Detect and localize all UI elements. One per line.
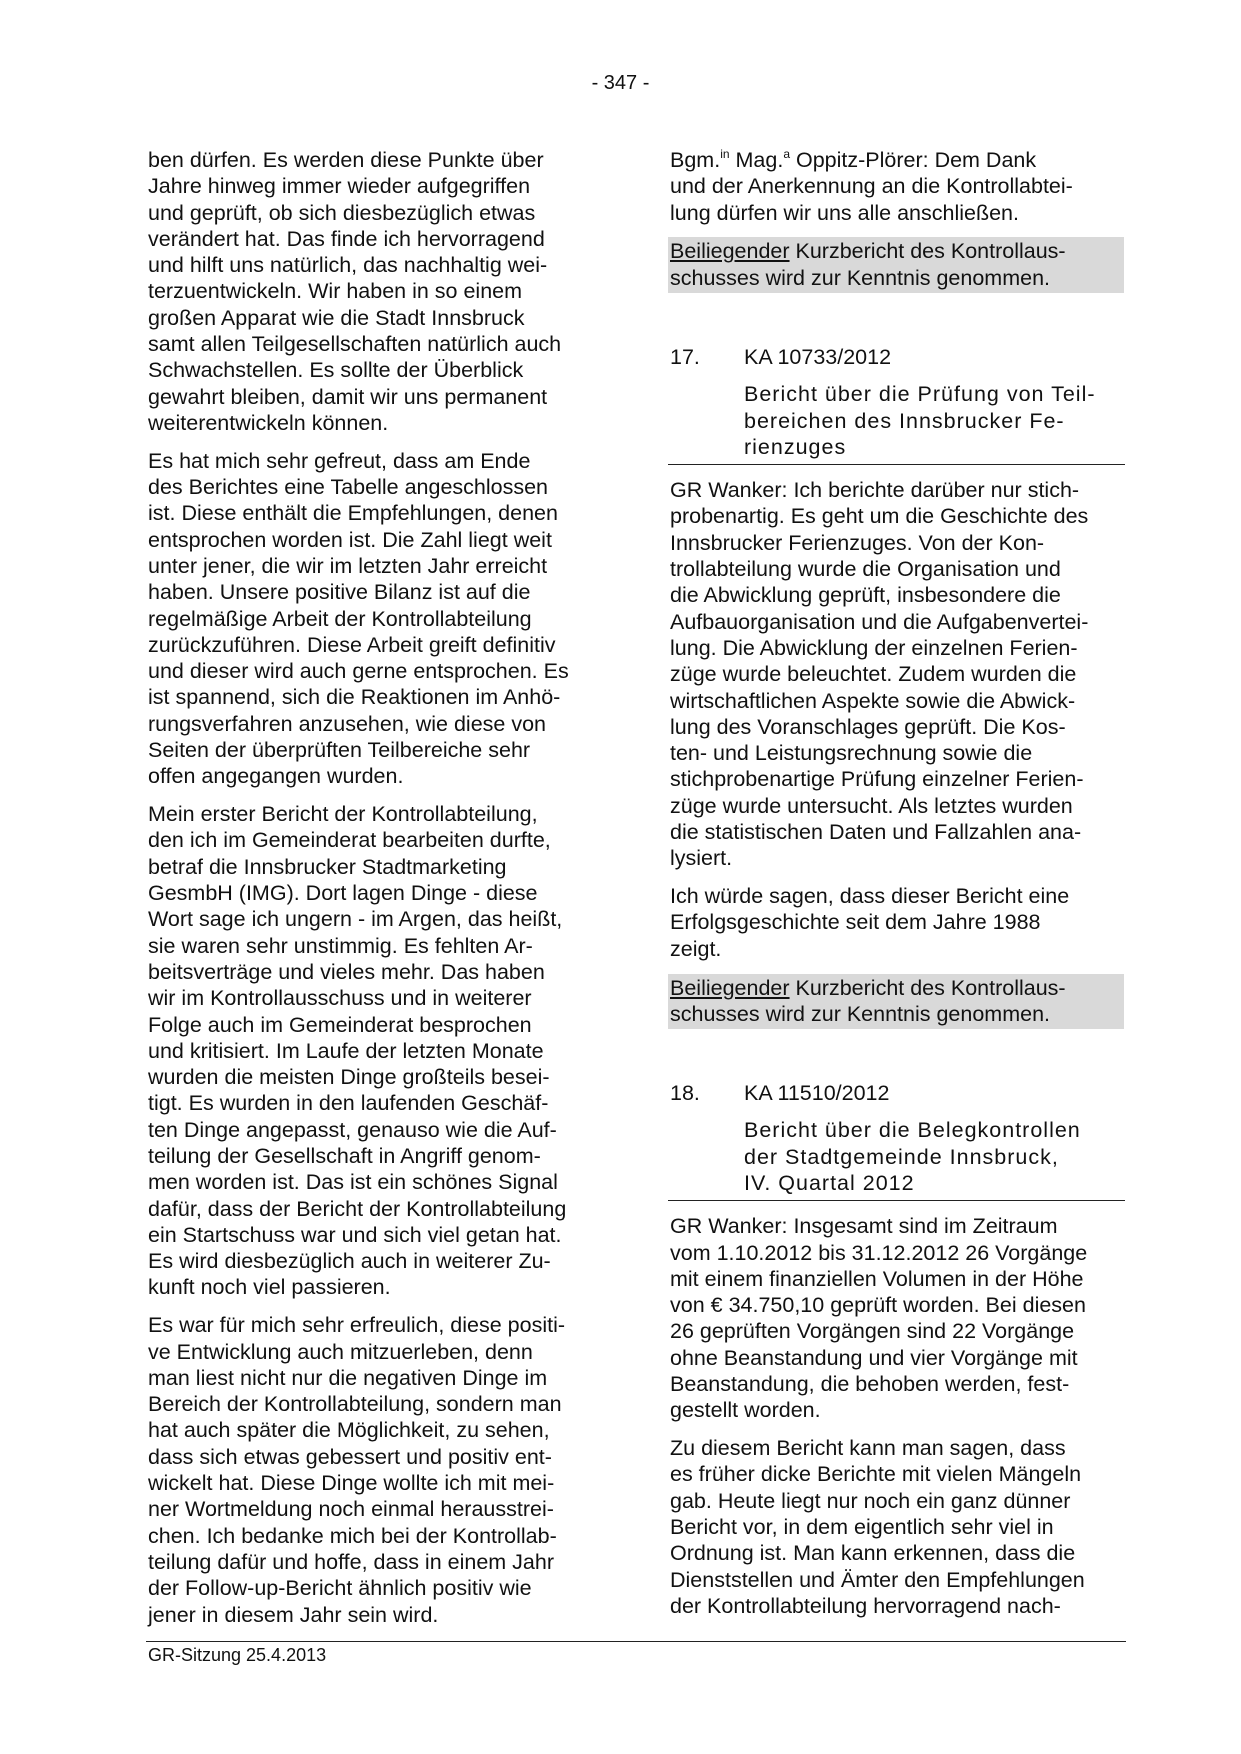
paragraph-line: Aufbauorganisation und die Aufgabenvertei- xyxy=(670,609,1089,634)
paragraph-line: Dienststellen und Ämter den Empfehlungen xyxy=(670,1567,1085,1592)
paragraph-line: men worden ist. Das ist ein schönes Signal xyxy=(148,1170,558,1195)
resolution-box xyxy=(668,974,1124,1030)
agenda-item-17 xyxy=(670,344,1125,962)
paragraph xyxy=(670,477,1125,871)
paragraph-line: Beanstandung, die behoben werden, fest- xyxy=(670,1372,1070,1397)
paragraph-line: und der Anerkennung an die Kontrollabtei- xyxy=(670,174,1073,199)
paragraph xyxy=(148,147,603,436)
paragraph-line xyxy=(670,238,1122,264)
resolution-text: Kurzbericht des Kontrollaus- xyxy=(789,239,1066,264)
paragraph-line: gestellt worden. xyxy=(670,1398,821,1423)
paragraph-line: Es war für mich sehr erfreulich, diese positi- xyxy=(148,1313,566,1338)
paragraph xyxy=(148,1312,603,1628)
paragraph-line: gab. Heute liegt nur noch ein ganz dünner xyxy=(670,1488,1071,1513)
paragraph-line: Jahre hinweg immer wieder aufgegriffen xyxy=(148,174,531,199)
paragraph-line: haben. Unsere positive Bilanz ist auf die xyxy=(148,580,531,605)
paragraph-line: gewahrt bleiben, damit wir uns permanent xyxy=(148,384,548,409)
paragraph-line: samt allen Teilgesellschaften natürlich auch xyxy=(148,332,562,357)
paragraph-line xyxy=(670,975,1122,1001)
paragraph-line: betraf die Innsbrucker Stadtmarketing xyxy=(148,854,507,879)
item-number: 17. xyxy=(670,344,700,369)
paragraph-line: beitsverträge und vieles mehr. Das haben xyxy=(148,959,545,984)
paragraph-line: regelmäßige Arbeit der Kontrollabteilung xyxy=(148,606,532,631)
page-number: - 347 - xyxy=(591,72,650,94)
paragraph-line: lysiert. xyxy=(670,846,733,871)
item-reference: KA 11510/2012 xyxy=(744,1081,890,1106)
paragraph-line: Es hat mich sehr gefreut, dass am Ende xyxy=(148,448,531,473)
paragraph-line: dafür, dass der Bericht der Kontrollabteilung xyxy=(148,1196,567,1221)
paragraph-line: GR Wanker: Ich berichte darüber nur stich- xyxy=(670,478,1080,503)
paragraph-line: Bericht vor, in dem eigentlich sehr viel in xyxy=(670,1515,1054,1540)
paragraph-line: Erfolgsgeschichte seit dem Jahre 1988 xyxy=(670,910,1041,935)
paragraph-line: stichprobenartige Prüfung einzelner Ferien- xyxy=(670,767,1084,792)
paragraph-line: tigt. Es wurden in den laufenden Geschäf- xyxy=(148,1091,549,1116)
paragraph-line: Schwachstellen. Es sollte der Überblick xyxy=(148,358,524,383)
paragraph-line: Wort sage ich ungern - im Argen, das heißt, xyxy=(148,907,563,932)
item-heading xyxy=(670,344,1125,370)
paragraph-line: wurden die meisten Dinge großteils besei- xyxy=(148,1065,550,1090)
paragraph xyxy=(670,1213,1125,1423)
paragraph-line: lung des Voranschlages geprüft. Die Kos- xyxy=(670,714,1066,739)
paragraph-line: Ich würde sagen, dass dieser Bericht eine xyxy=(670,884,1070,909)
paragraph-line: ist spannend, sich die Reaktionen im Anhö- xyxy=(148,685,561,710)
title-line: rienzuges xyxy=(744,434,847,459)
paragraph-line: der Kontrollabteilung hervorragend nach- xyxy=(670,1593,1061,1618)
paragraph-line: schusses wird zur Kenntnis genommen. xyxy=(670,1001,1051,1026)
paragraph-line: die Abwicklung geprüft, insbesondere die xyxy=(670,583,1061,608)
paragraph-line: Ordnung ist. Man kann erkennen, dass die xyxy=(670,1541,1076,1566)
right-column xyxy=(670,147,1125,1631)
paragraph-line: ve Entwicklung auch mitzuerleben, denn xyxy=(148,1339,533,1364)
paragraph-line: probenartig. Es geht um die Geschichte des xyxy=(670,504,1089,529)
paragraph-line: ein Startschuss war und sich viel getan hat. xyxy=(148,1222,562,1247)
paragraph-line: dass sich etwas gebessert und positiv ent- xyxy=(148,1444,552,1469)
paragraph xyxy=(670,1435,1125,1619)
resolution-text: Kurzbericht des Kontrollaus- xyxy=(789,975,1066,1000)
paragraph-line: sie waren sehr unstimmig. Es fehlten Ar- xyxy=(148,933,533,958)
item-heading xyxy=(670,1080,1125,1106)
paragraph-line: und geprüft, ob sich diesbezüglich etwas xyxy=(148,200,536,225)
paragraph-line: hat auch später die Möglichkeit, zu sehen, xyxy=(148,1418,550,1443)
paragraph-line: zeigt. xyxy=(670,936,722,961)
paragraph-line: ohne Beanstandung und vier Vorgänge mit xyxy=(670,1345,1078,1370)
item-reference: KA 10733/2012 xyxy=(744,344,892,369)
paragraph-line: rungsverfahren anzusehen, wie diese von xyxy=(148,711,547,736)
paragraph-line: wir im Kontrollausschuss und in weiterer xyxy=(148,986,532,1011)
paragraph-line: Folge auch im Gemeinderat besprochen xyxy=(148,1012,532,1037)
title-line: bereichen des Innsbrucker Fe- xyxy=(744,408,1065,433)
title-line: IV. Quartal 2012 xyxy=(744,1171,915,1195)
paragraph-line: zurückzuführen. Diese Arbeit greift definitiv xyxy=(148,632,556,657)
paragraph-line: des Berichtes eine Tabelle angeschlossen xyxy=(148,475,549,500)
paragraph-line: vom 1.10.2012 bis 31.12.2012 26 Vorgänge xyxy=(670,1240,1088,1265)
speaker-title: Bgm. xyxy=(670,148,721,172)
paragraph-line: den ich im Gemeinderat bearbeiten durfte, xyxy=(148,828,551,853)
title-rule xyxy=(668,1200,1125,1201)
paragraph-line: Es wird diesbezüglich auch in weiterer Zu- xyxy=(148,1249,551,1274)
underlined-word: Beiliegender xyxy=(670,975,790,1000)
paragraph-line: chen. Ich bedanke mich bei der Kontrollab- xyxy=(148,1523,557,1548)
paragraph-line: Innsbrucker Ferienzuges. Von der Kon- xyxy=(670,530,1045,555)
footer-rule xyxy=(146,1641,1126,1642)
paragraph-line: die statistischen Daten und Fallzahlen ana- xyxy=(670,820,1082,845)
paragraph xyxy=(148,448,603,790)
paragraph-line: trollabteilung wurde die Organisation und xyxy=(670,557,1061,582)
paragraph-line: Zu diesem Bericht kann man sagen, dass xyxy=(670,1436,1066,1461)
paragraph-line: Seiten der überprüften Teilbereiche sehr xyxy=(148,738,531,763)
paragraph-line: Bereich der Kontrollabteilung, sondern man xyxy=(148,1392,562,1417)
superscript: a xyxy=(783,147,790,161)
paragraph-line: Mein erster Bericht der Kontrollabteilung, xyxy=(148,802,538,827)
item-number: 18. xyxy=(670,1081,700,1106)
paragraph-line: verändert hat. Das finde ich hervorragend xyxy=(148,226,545,251)
title-line: der Stadtgemeinde Innsbruck, xyxy=(744,1144,1059,1169)
title-line: Bericht über die Prüfung von Teil- xyxy=(744,382,1096,407)
paragraph-line: es früher dicke Berichte mit vielen Mängeln xyxy=(670,1462,1082,1487)
paragraph-line: lung. Die Abwicklung der einzelnen Ferien- xyxy=(670,635,1078,660)
speaker-text: Oppitz-Plörer: Dem Dank xyxy=(790,148,1037,172)
paragraph-line xyxy=(670,147,1125,173)
paragraph xyxy=(148,801,603,1301)
resolution-box xyxy=(668,237,1124,293)
paragraph-line: und kritisiert. Im Laufe der letzten Monate xyxy=(148,1038,544,1063)
paragraph-line: 26 geprüften Vorgängen sind 22 Vorgänge xyxy=(670,1319,1075,1344)
paragraph-line: und hilft uns natürlich, das nachhaltig wei- xyxy=(148,253,548,278)
title-line: Bericht über die Belegkontrollen xyxy=(744,1118,1081,1143)
paragraph-line: teilung der Gesellschaft in Angriff genom- xyxy=(148,1143,541,1168)
paragraph-line: und dieser wird auch gerne entsprochen. Es xyxy=(148,659,569,684)
paragraph-line: unter jener, die wir im letzten Jahr erreicht xyxy=(148,553,548,578)
paragraph-line: ist. Diese enthält die Empfehlungen, denen xyxy=(148,501,558,526)
agenda-item-18 xyxy=(670,1080,1125,1619)
paragraph-line: von € 34.750,10 geprüft worden. Bei diesen xyxy=(670,1293,1086,1318)
paragraph-line: GR Wanker: Insgesamt sind im Zeitraum xyxy=(670,1214,1058,1239)
paragraph-line: terzuentwickeln. Wir haben in so einem xyxy=(148,279,523,304)
paragraph-line: GesmbH (IMG). Dort lagen Dinge - diese xyxy=(148,881,538,906)
paragraph-line: mit einem finanziellen Volumen in der Höhe xyxy=(670,1266,1084,1291)
paragraph-line: züge wurde untersucht. Als letztes wurden xyxy=(670,793,1073,818)
paragraph-line: wickelt hat. Diese Dinge wollte ich mit mei- xyxy=(148,1471,555,1496)
underlined-word: Beiliegender xyxy=(670,239,790,264)
footer-text: GR-Sitzung 25.4.2013 xyxy=(148,1645,327,1665)
paragraph-line: kunft noch viel passieren. xyxy=(148,1275,391,1300)
speaker-title: Mag. xyxy=(729,148,784,172)
mayor-statement xyxy=(670,147,1125,226)
paragraph-line: teilung dafür und hoffe, dass in einem Jahr xyxy=(148,1549,554,1574)
item-title xyxy=(670,381,1125,460)
paragraph-line: man liest nicht nur die negativen Dinge im xyxy=(148,1365,548,1390)
paragraph-line: ten Dinge angepasst, genauso wie die Auf- xyxy=(148,1117,557,1142)
left-column xyxy=(148,147,603,1639)
paragraph-line: jener in diesem Jahr sein wird. xyxy=(148,1602,439,1627)
paragraph-line: züge wurde beleuchtet. Zudem wurden die xyxy=(670,662,1077,687)
paragraph-line: der Follow-up-Bericht ähnlich positiv wie xyxy=(148,1576,532,1601)
item-title xyxy=(670,1117,1125,1196)
paragraph-line: offen angegangen wurden. xyxy=(148,764,404,789)
superscript: in xyxy=(720,147,730,161)
paragraph-line: ner Wortmeldung noch einmal herausstrei- xyxy=(148,1497,554,1522)
paragraph-line: ten- und Leistungsrechnung sowie die xyxy=(670,741,1033,766)
paragraph-line: ben dürfen. Es werden diese Punkte über xyxy=(148,148,544,172)
paragraph-line: großen Apparat wie die Stadt Innsbruck xyxy=(148,305,525,330)
title-rule xyxy=(668,464,1125,465)
paragraph xyxy=(670,883,1125,962)
paragraph-line: schusses wird zur Kenntnis genommen. xyxy=(670,265,1051,290)
paragraph-line: lung dürfen wir uns alle anschließen. xyxy=(670,200,1019,225)
paragraph-line: entsprochen worden ist. Die Zahl liegt weit xyxy=(148,527,552,552)
paragraph-line: wirtschaftlichen Aspekte sowie die Abwick- xyxy=(670,688,1076,713)
paragraph-line: weiterentwickeln können. xyxy=(148,410,389,435)
